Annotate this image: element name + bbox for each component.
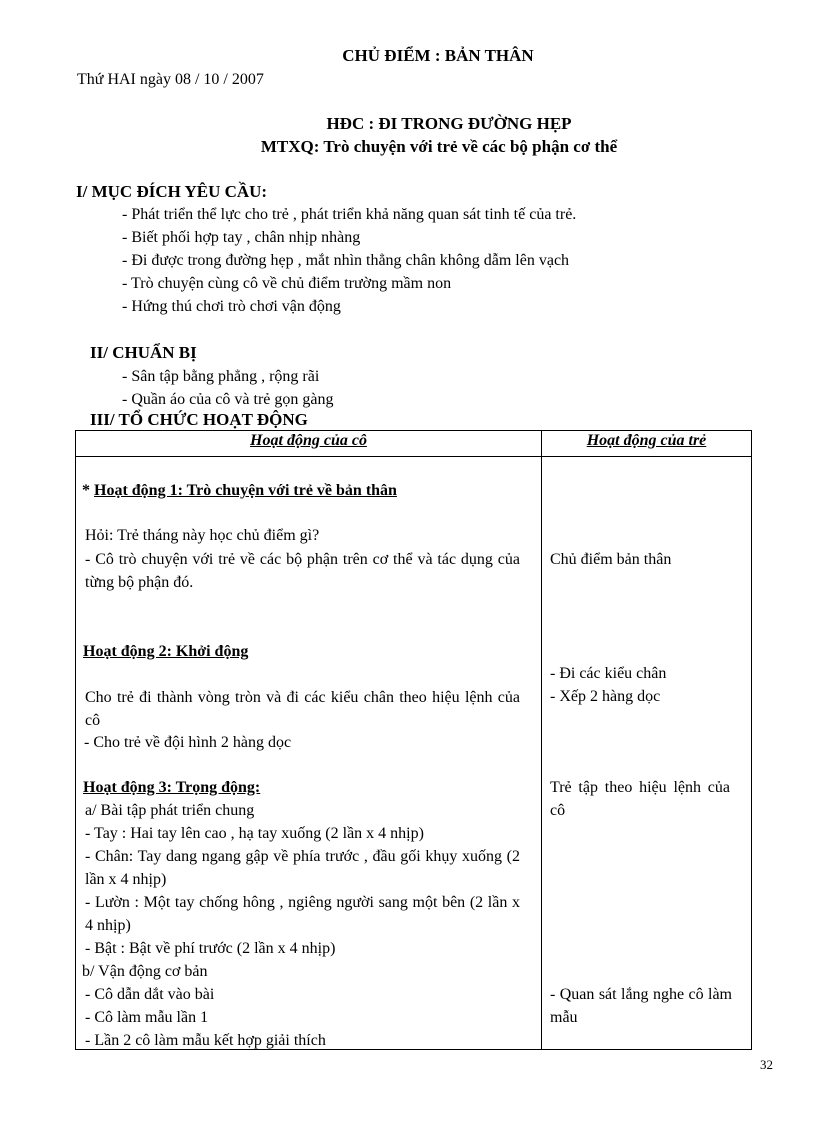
act2-line: - Cho trẻ về đội hình 2 hàng dọc bbox=[84, 734, 292, 751]
act1-title: Hoạt động 1: Trò chuyện với trẻ về bản thân bbox=[94, 482, 397, 499]
section-3-title: III/ TỔ CHỨC HOẠT ĐỘNG bbox=[90, 410, 308, 429]
child-activity-2a: - Đi các kiểu chân bbox=[550, 665, 667, 682]
act3-title: Hoạt động 3: Trọng động: bbox=[83, 779, 261, 796]
page-number: 32 bbox=[760, 1057, 773, 1072]
hdc-heading: HĐC : ĐI TRONG ĐƯỜNG HẸP bbox=[326, 114, 572, 133]
section-1-item: - Phát triển thể lực cho trẻ , phát triển khả năng quan sát tinh tế của trẻ. bbox=[122, 206, 577, 223]
header-teacher-activity: Hoạt động của cô bbox=[250, 432, 367, 449]
act3-b2: - Cô làm mẫu lần 1 bbox=[85, 1009, 209, 1026]
section-2-item: - Sân tập bằng phẳng , rộng rãi bbox=[122, 368, 320, 385]
child-activity-2b: - Xếp 2 hàng dọc bbox=[550, 688, 661, 705]
header-child-activity: Hoạt động của trẻ bbox=[586, 432, 707, 449]
act3-b3: - Lần 2 cô làm mẫu kết hợp giải thích bbox=[85, 1032, 326, 1049]
act3-b1: - Cô dẫn dắt vào bài bbox=[85, 986, 215, 1003]
act3-b: b/ Vận động cơ bản bbox=[82, 963, 208, 980]
act3-a: a/ Bài tập phát triển chung bbox=[85, 802, 255, 819]
act2-body: Cho trẻ đi thành vòng tròn và đi các kiểu chân theo hiệu lệnh của cô bbox=[85, 689, 520, 729]
section-1-item: - Trò chuyện cùng cô về chủ điểm trường mầm non bbox=[122, 275, 452, 292]
section-1-title: I/ MỤC ĐÍCH YÊU CẦU: bbox=[76, 182, 268, 201]
act3-chan: - Chân: Tay dang ngang gập về phía trước , đầu gối khụy xuống (2 lần x 4 nhịp) bbox=[85, 848, 520, 888]
child-activity-4: - Quan sát lắng nghe cô làm mẫu bbox=[550, 986, 732, 1026]
section-2-list bbox=[122, 365, 333, 411]
child-activity-1: Chủ điểm bản thân bbox=[550, 551, 672, 568]
section-1-item: - Đi được trong đường hẹp , mắt nhìn thẳng chân không dẫm lên vạch bbox=[122, 252, 570, 269]
child-activity-3: Trẻ tập theo hiệu lệnh của cô bbox=[550, 779, 730, 819]
act1-prefix: * bbox=[82, 482, 94, 499]
section-2-title: II/ CHUẨN BỊ bbox=[90, 343, 197, 362]
date-line: Thứ HAI ngày 08 / 10 / 2007 bbox=[77, 71, 264, 88]
section-1-item: - Biết phối hợp tay , chân nhịp nhàng bbox=[122, 229, 361, 246]
table-border-top bbox=[75, 430, 752, 431]
topic-heading: CHỦ ĐIỂM : BẢN THÂN bbox=[342, 46, 534, 65]
act3-bat: - Bật : Bật về phí trước (2 lần x 4 nhịp) bbox=[85, 940, 336, 957]
act1-question: Hỏi: Trẻ tháng này học chủ điểm gì? bbox=[85, 527, 320, 544]
act3-tay: - Tay : Hai tay lên cao , hạ tay xuống (2 lần x 4 nhịp) bbox=[85, 825, 424, 842]
section-2-item: - Quần áo của cô và trẻ gọn gàng bbox=[122, 391, 334, 408]
act2-title: Hoạt động 2: Khởi động bbox=[83, 643, 249, 660]
teacher-activity-1-title bbox=[82, 479, 522, 502]
table-border-right bbox=[751, 430, 752, 1050]
section-1-item: - Hứng thú chơi trò chơi vận động bbox=[122, 298, 341, 315]
table-header-divider bbox=[75, 456, 752, 457]
table-column-divider bbox=[541, 430, 542, 1050]
mtxq-heading: MTXQ: Trò chuyện với trẻ về các bộ phận cơ thể bbox=[260, 137, 618, 156]
act3-luon: - Lườn : Một tay chống hông , ngiêng người sang một bên (2 lần x 4 nhịp) bbox=[85, 894, 520, 934]
table-border-left bbox=[75, 430, 76, 1050]
section-1-list bbox=[122, 203, 576, 318]
act1-body: - Cô trò chuyện với trẻ về các bộ phận trên cơ thể và tác dụng của từng bộ phận đó. bbox=[85, 551, 520, 591]
